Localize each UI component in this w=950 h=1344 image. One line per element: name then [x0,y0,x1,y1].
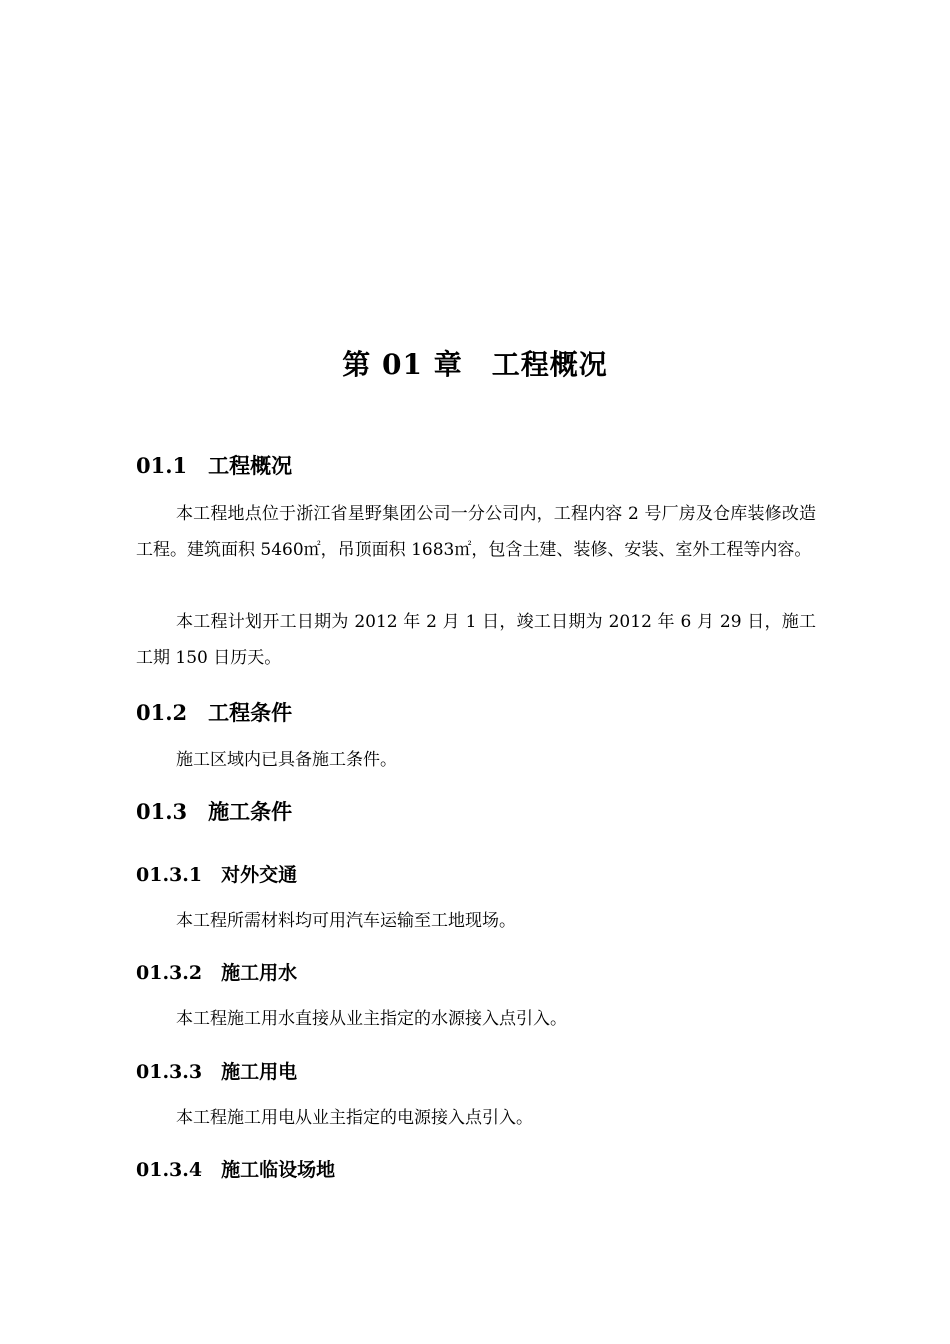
subsection-01-3-3-paragraph: 本工程施工用电从业主指定的电源接入点引入。 [176,1108,533,1128]
subsection-heading-01-3-3: 01.3.3 施工用电 [136,1061,298,1083]
subsection-heading-01-3-2: 01.3.2 施工用水 [136,962,298,984]
subsection-01-3-1-paragraph: 本工程所需材料均可用汽车运输至工地现场。 [176,911,516,931]
section-heading-01-3: 01.3 施工条件 [136,799,293,824]
section-01-1-paragraph-2: 本工程计划开工日期为 2012 年 2 月 1 日，竣工日期为 2012 年 6 月 29 日，施工工期 150 日历天。 [136,612,816,668]
section-heading-01-2: 01.2 工程条件 [136,700,293,725]
section-heading-01-1: 01.1 工程概况 [136,453,293,478]
section-01-1-paragraph-1: 本工程地点位于浙江省星野集团公司一分公司内，工程内容 2 号厂房及仓库装修改造工程。建筑面积 5460㎡，吊顶面积 1683㎡，包含土建、装修、安装、室外工程等内容。 [136,504,816,560]
subsection-heading-01-3-1: 01.3.1 对外交通 [136,864,298,886]
subsection-01-3-2-paragraph: 本工程施工用水直接从业主指定的水源接入点引入。 [176,1009,567,1029]
section-01-2-paragraph: 施工区域内已具备施工条件。 [176,750,397,770]
subsection-heading-01-3-4: 01.3.4 施工临设场地 [136,1159,336,1181]
chapter-title: 第 01 章 工程概况 [342,348,608,381]
